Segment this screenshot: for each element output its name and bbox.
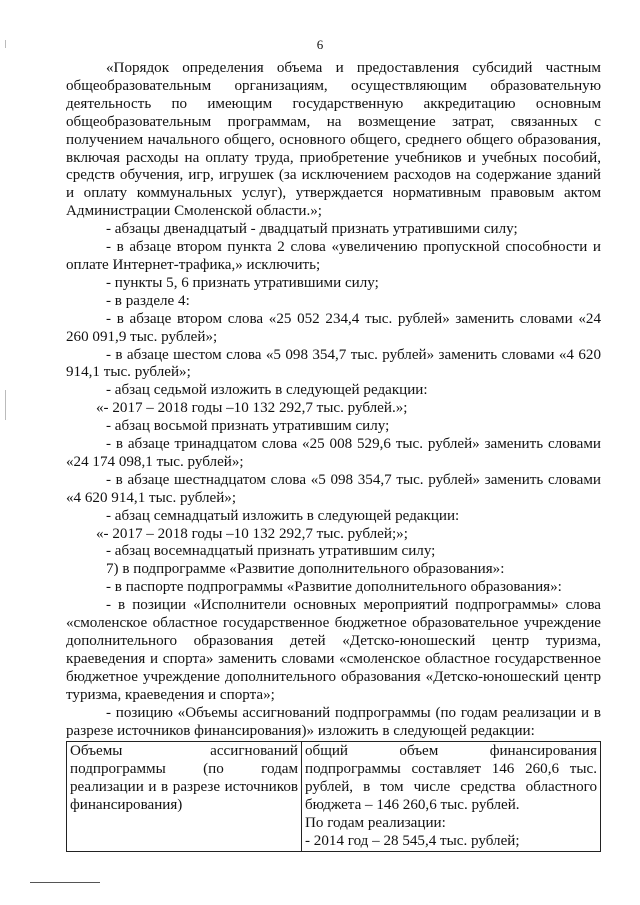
paragraph: - абзац семнадцатый изложить в следующей редакции: [106, 507, 460, 524]
paragraph: - в паспорте подпрограммы «Развитие дополнительного образования»: [106, 579, 562, 596]
paragraph: - абзац седьмой изложить в следующей редакции: [106, 382, 428, 399]
page-number: 6 [316, 37, 324, 52]
paragraph: «Порядок определения объема и предоставления субсидий частным общеобразовательным организациям, осуществляющим образовательную деятельность по имеющим государственную аккредитацию основным общеобразовательным программам, на возмещение затрат, связанных с получением начального общего, основного общего, среднего общего образования, включая расходы на оплату труда, приобретение учебников и учебных пособий, средств обучения, игр, игрушек (за исключением расходов на содержание зданий и оплату коммунальных услуг), утверждается нормативным правовым актом Администрации Смоленской области.»; [66, 60, 601, 220]
paragraph: - абзац восемнадцатый признать утратившим силу; [106, 543, 436, 560]
paragraph: - в абзаце шестнадцатом слова «5 098 354,7 тыс. рублей» заменить словами «4 620 914,1 тыс. рублей»; [66, 471, 601, 506]
document-body [66, 60, 601, 852]
paragraph: - абзацы двенадцатый - двадцатый признать утратившими силу; [106, 221, 518, 238]
paragraph: «- 2017 – 2018 годы –10 132 292,7 тыс. рублей;»; [96, 525, 408, 542]
table-row [67, 742, 601, 851]
paragraph: - в абзаце тринадцатом слова «25 008 529,6 тыс. рублей» заменить словами «24 174 098,1 тыс. рублей»; [66, 436, 601, 470]
financing-year-line: - 2014 год – 28 545,4 тыс. рублей; [305, 832, 520, 849]
financing-total: общий объем финансирования подпрограммы составляет 146 260,6 тыс. рублей, в том числе средства областного бюджета – 146 260,6 тыс. рублей. [305, 743, 597, 814]
paragraph: - абзац восьмой признать утратившим силу; [106, 418, 390, 435]
table-cell-label: Объемы ассигнований подпрограммы (по годам реализации и в разрезе источников финансирования) [67, 742, 302, 851]
paragraph: - в абзаце втором пункта 2 слова «увеличению пропускной способности и оплате Интернет-трафика,» исключить; [66, 239, 601, 273]
table-cell-value [302, 742, 601, 851]
paragraph: - в разделе 4: [106, 292, 190, 309]
paragraph: - в позиции «Исполнители основных мероприятий подпрограммы» слова «смоленское областное государственное бюджетное образовательное учреждение дополнительного образования детей «Детско-юношеский центр туризма, краеведения и спорта» заменить словами «смоленское областное государственное бюджетное учреждение дополнительного образования «Детско-юношеский центр туризма, краеведения и спорта»; [66, 597, 601, 703]
financing-table [66, 741, 601, 851]
paragraph: 7) в подпрограмме «Развитие дополнительного образования»: [106, 561, 505, 578]
scan-artifact [5, 390, 6, 420]
paragraph: - позицию «Объемы ассигнований подпрограммы (по годам реализации и в разрезе источников финансирования)» изложить в следующей редакции: [66, 704, 601, 739]
paragraph: - пункты 5, 6 признать утратившими силу; [106, 274, 379, 291]
financing-by-years-heading: По годам реализации: [305, 815, 446, 832]
paragraph: «- 2017 – 2018 годы –10 132 292,7 тыс. рублей.»; [96, 400, 408, 417]
footer-rule [30, 882, 100, 883]
paragraph: - в абзаце втором слова «25 052 234,4 тыс. рублей» заменить словами «24 260 091,9 тыс. рублей»; [66, 310, 601, 345]
paragraph: - в абзаце шестом слова «5 098 354,7 тыс. рублей» заменить словами «4 620 914,1 тыс. рублей»; [66, 346, 601, 381]
